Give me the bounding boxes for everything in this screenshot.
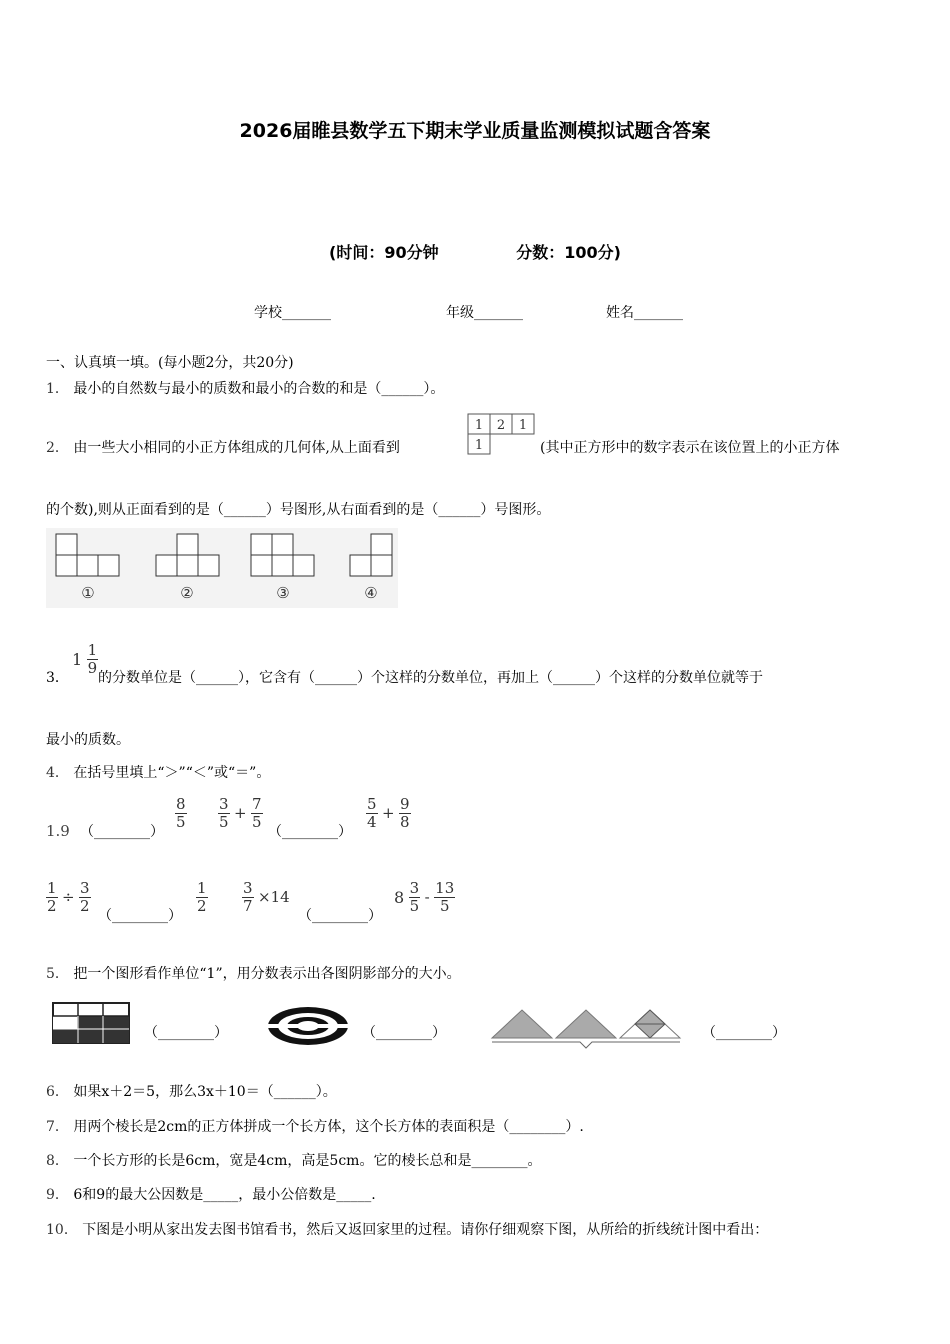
whole-part: 8: [394, 888, 405, 907]
answer-blank: （________）: [144, 1025, 228, 1041]
question-number: 4．: [46, 765, 69, 781]
question-text: 最小的自然数与最小的质数和最小的合数的和是（______）。: [73, 381, 445, 397]
shaded-grid-figure: [52, 1002, 130, 1044]
question-5: [46, 963, 461, 983]
question-number: 9．: [46, 1187, 69, 1203]
grid-number: 1: [474, 418, 484, 433]
numerator: 13: [435, 879, 455, 897]
expression-3-7-times-14: [242, 880, 290, 915]
numerator: 1: [47, 879, 57, 897]
question-text: 6和9的最大公因数是_____，最小公倍数是_____.: [73, 1187, 376, 1203]
denominator: 5: [409, 897, 420, 915]
plus-sign: +: [382, 804, 395, 822]
question-1: [46, 378, 444, 398]
question-9: [46, 1184, 376, 1204]
answer-blank: （________）: [298, 908, 382, 924]
question-text: 由一些大小相同的小正方体组成的几何体,从上面看到: [73, 440, 400, 456]
numerator: 3: [243, 879, 253, 897]
time-limit: (时间：90分钟: [329, 243, 439, 262]
denominator: 8: [400, 813, 410, 831]
numerator: 5: [367, 795, 377, 813]
option-label: ④: [364, 584, 378, 602]
question-2-line-3: 的个数),则从正面看到的是（______）号图形,从右面看到的是（______）号图形。: [46, 502, 551, 518]
denominator: 9: [87, 659, 98, 677]
question-3-text: 的分数单位是（______），它含有（______）个这样的分数单位，再加上（______）个这样的分数单位就等于: [98, 670, 763, 686]
option-label: ①: [81, 584, 95, 602]
denominator: 5: [219, 813, 229, 831]
question-10: [46, 1219, 768, 1239]
section-heading: 一、认真填一填。(每小题2分，共20分): [46, 355, 294, 371]
grade-field: 年级_______: [446, 305, 523, 321]
denominator: 2: [47, 897, 57, 915]
question-7: [46, 1116, 584, 1136]
denominator: 5: [434, 897, 455, 915]
question-2-line-1: [46, 437, 400, 457]
numerator: 1: [87, 641, 98, 659]
denominator: 5: [176, 813, 186, 831]
question-number: 10．: [46, 1222, 78, 1238]
answer-blank: （________）: [268, 824, 352, 840]
expression-5-4-plus-9-8: [366, 796, 411, 831]
times-fourteen: ×14: [258, 888, 290, 906]
expression-1-2-div-3-2: [46, 880, 91, 915]
mixed-number: [72, 642, 98, 677]
denominator: 4: [367, 813, 377, 831]
school-field: 学校_______: [254, 305, 331, 321]
question-text: 在括号里填上“＞”“＜”或“＝”。: [73, 765, 271, 781]
grid-number: 1: [474, 438, 484, 453]
plus-sign: +: [234, 804, 247, 822]
question-3-text-continued: 最小的质数。: [46, 732, 130, 748]
numerator: 3: [219, 795, 229, 813]
denominator: 7: [243, 897, 253, 915]
minus-sign: -: [424, 888, 430, 906]
denominator: 5: [252, 813, 262, 831]
question-text: 下图是小明从家出发去图书馆看书，然后又返回家里的过程。请你仔细观察下图，从所给的折线统计图中看出：: [82, 1222, 769, 1238]
grid-number: 2: [496, 418, 506, 433]
fraction-1-2: [196, 880, 208, 915]
question-4: [46, 762, 270, 782]
answer-blank: （________）: [80, 824, 164, 840]
answer-blank: （________）: [702, 1025, 786, 1041]
numerator: 7: [252, 795, 262, 813]
value-1-9: 1.9: [46, 822, 70, 840]
question-number: 1．: [46, 381, 69, 397]
expression-8-3-5-minus-13-5: [394, 880, 455, 915]
question-text: 如果x＋2＝5，那么3x＋10＝（______）。: [73, 1084, 337, 1100]
question-2-line-2: (其中正方形中的数字表示在该位置上的小正方体: [540, 440, 840, 456]
question-text: 把一个图形看作单位“1”，用分数表示出各图阴影部分的大小。: [73, 966, 461, 982]
expression-3-5-plus-7-5: [218, 796, 263, 831]
answer-blank: （________）: [362, 1025, 446, 1041]
question-text: 一个长方形的长是6cm，宽是4cm，高是5cm。它的棱长总和是________。: [73, 1153, 542, 1169]
question-number: 5．: [46, 966, 69, 982]
numerator: 1: [197, 879, 207, 897]
fraction-8-5: [175, 796, 187, 831]
question-text: 用两个棱长是2cm的正方体拼成一个长方体，这个长方体的表面积是（________）.: [73, 1119, 584, 1135]
whole-part: 1: [72, 650, 83, 669]
question-3-number: 3．: [46, 670, 69, 686]
denominator: 2: [80, 897, 90, 915]
top-view-grid: [466, 410, 538, 460]
grid-number: 1: [518, 418, 528, 433]
denominator: 2: [197, 897, 207, 915]
exam-meta: [0, 240, 950, 263]
target-circle-figure: [266, 1006, 350, 1046]
numerator: 8: [176, 795, 186, 813]
option-label: ③: [276, 584, 290, 602]
name-field: 姓名_______: [606, 305, 683, 321]
question-number: 6．: [46, 1084, 69, 1100]
question-number: 7．: [46, 1119, 69, 1135]
fraction: [87, 642, 99, 677]
answer-blank: （________）: [98, 908, 182, 924]
numerator: 3: [409, 879, 420, 897]
option-label: ②: [180, 584, 194, 602]
triangles-figure: [488, 1004, 684, 1050]
numerator: 3: [80, 879, 90, 897]
question-number: 2．: [46, 440, 69, 456]
divide-sign: ÷: [62, 888, 75, 906]
question-8: [46, 1150, 541, 1170]
question-6: [46, 1081, 337, 1101]
numerator: 9: [400, 795, 410, 813]
page-title: 2026届睢县数学五下期末学业质量监测模拟试题含答案: [239, 120, 711, 142]
question-number: 8．: [46, 1153, 69, 1169]
view-options-figure: [46, 528, 398, 608]
total-score: 分数：100分): [516, 243, 621, 262]
